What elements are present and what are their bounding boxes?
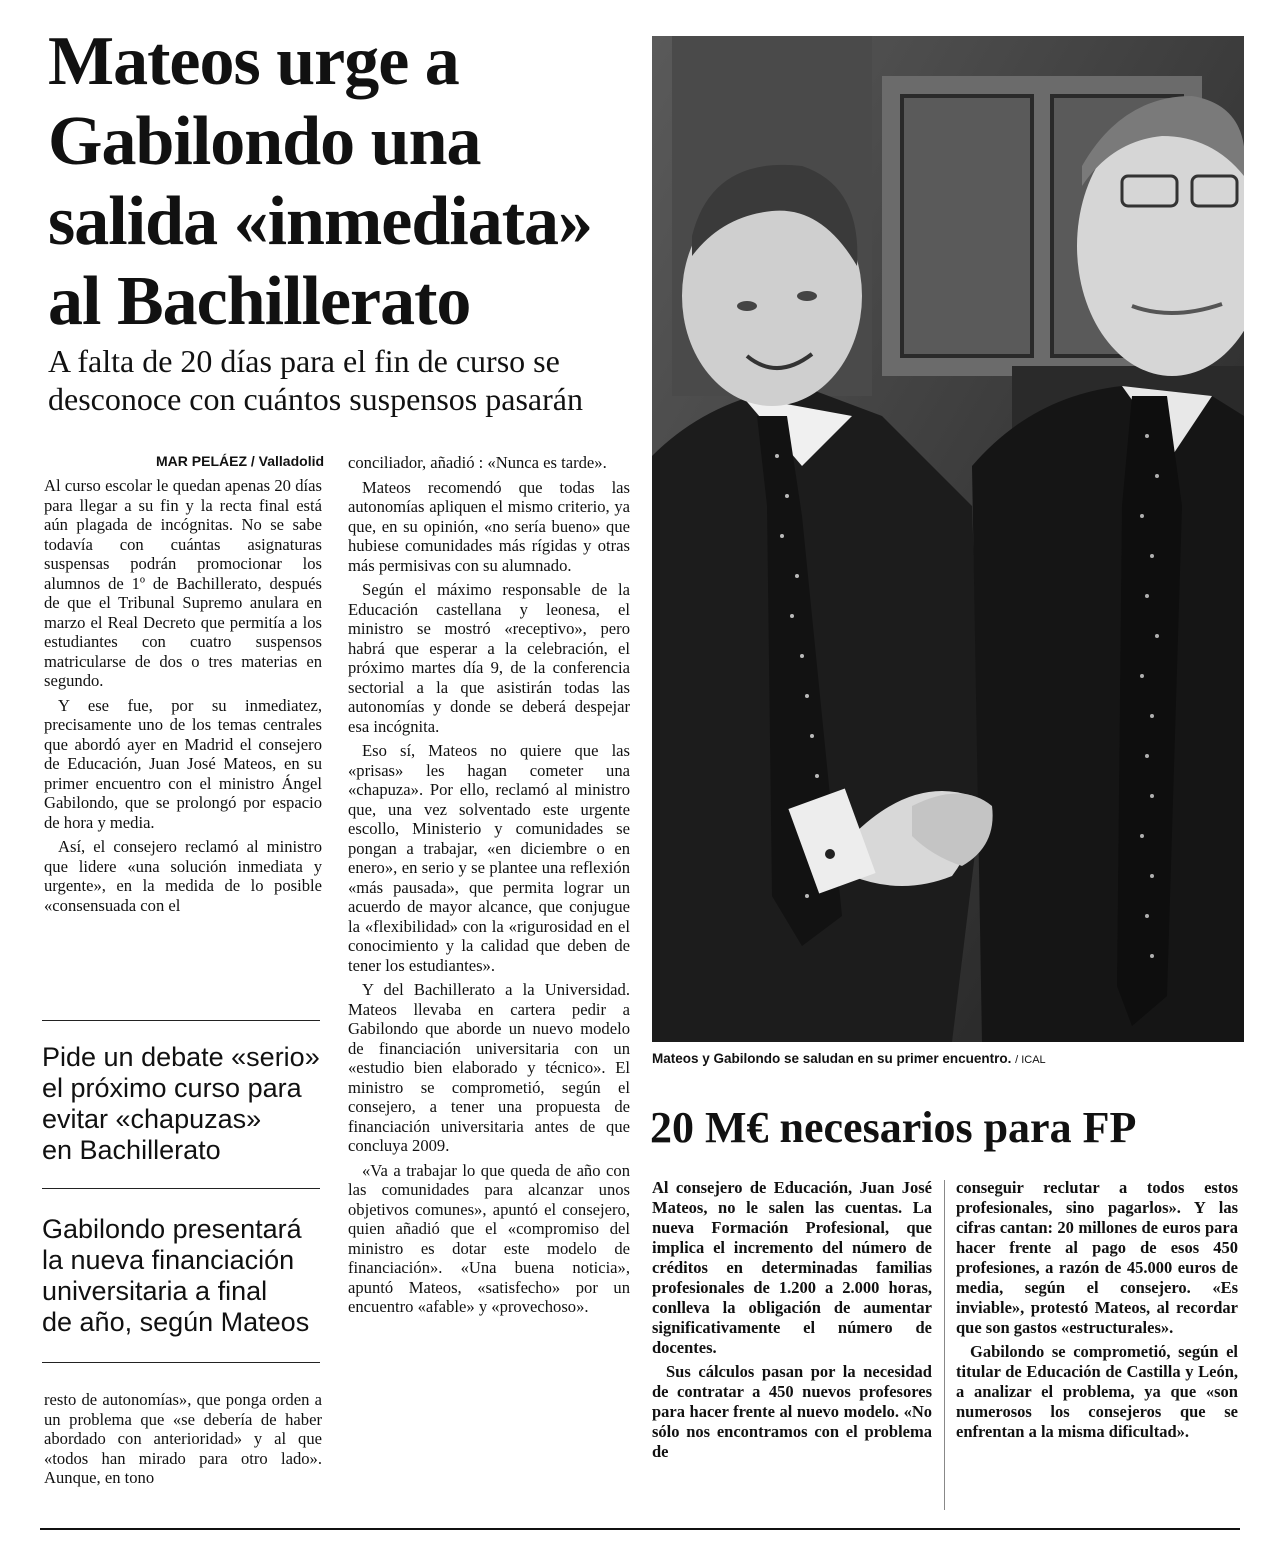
pullquote-2: [42, 1214, 332, 1338]
headline-line: salida «inmediata»: [48, 183, 593, 260]
headline: [48, 22, 648, 342]
paragraph: conciliador, añadió : «Nunca es tarde».: [348, 453, 607, 472]
article-column-1: [44, 476, 322, 920]
news-photo: [652, 36, 1244, 1042]
paragraph: Mateos recomendó que todas las autonomías apliquen el mismo criterio, ya que, en su opinión, «no sería bueno» que hubiese comunidades más rígidas y otras más permisivas con su alumnado.: [348, 477, 630, 575]
paragraph: Al curso escolar le quedan apenas 20 días para llegar a su fin y la recta final está aún plagada de incógnitas. No se sabe todavía con cuántas asignaturas suspensas podrán promocionar los alumnos de 1º de Bachillerato, después de que el Tribunal Supremo anulara en marzo el Real Decreto que permitía a los estudiantes con cuatro suspensos matricularse de dos o tres materias en segundo.: [44, 476, 322, 690]
pullquote-line: Pide un debate «serio»: [42, 1042, 320, 1072]
paragraph: «Va a trabajar lo que queda de año con las comunidades para alcanzar unos objetivos comunes», apuntó el consejero, quien añadió que el «compromiso del ministro es dotar este modelo de financiación». «Una buena noticia», apuntó Mateos, «satisfecho» por un encuentro «afable» y «provechoso».: [348, 1160, 630, 1316]
paragraph: Así, el consejero reclamó al ministro que lidere «una solución inmediata y urgente», en la medida de lo posible «consensuada con el: [44, 837, 322, 915]
caption-text: Mateos y Gabilondo se saludan en su primer encuentro.: [652, 1051, 1012, 1066]
pullquote-line: Gabilondo presentará: [42, 1214, 302, 1244]
headline-line: al Bachillerato: [48, 263, 471, 340]
photo-illustration: [652, 36, 1244, 1042]
paragraph: Al consejero de Educación, Juan José Mateos, no le salen las cuentas. La nueva Formación Profesional, que implica el incremento del número de créditos en determinadas familias profesionales de 1.200 a 2.000 horas, conlleva la obligación de aumentar significativamente el número de docentes.: [652, 1178, 932, 1357]
paragraph: Eso sí, Mateos no quiere que las «prisas» les hagan cometer una «chapuza». Por ello, reclamó al ministro que, una vez solventado este urgente escollo, Ministerio y comunidades se pongan a trabajar, «en diciembre o en enero», en serio y se plantee una reflexión «más pausada», que permita lograr un acuerdo de mayor alcance, que conjugue la «flexibilidad» con la «rigurosidad en el conocimiento y la calidad que deben de tener los estudiantes».: [348, 741, 630, 975]
column-divider: [944, 1180, 945, 1510]
paragraph: Sus cálculos pasan por la necesidad de contratar a 450 nuevos profesores para hacer frente al nuevo modelo. «No sólo nos encontramos con el problema de: [652, 1362, 932, 1461]
subheadline-line: desconoce con cuántos suspensos pasarán: [48, 381, 583, 417]
paragraph: Gabilondo se comprometió, según el titular de Educación de Castilla y León, a analizar el problema, ya que «son numerosos los consejeros que se enfrentan a la misma dificultad».: [956, 1342, 1238, 1441]
paragraph: Y ese fue, por su inmediatez, precisamente uno de los temas centrales que abordó ayer en Madrid el consejero de Educación, Juan José Mateos, en su primer encuentro con el ministro Ángel Gabilondo, que se prolongó por espacio de hora y media.: [44, 695, 322, 832]
sidebar-title: 20 M€ necesarios para FP: [650, 1103, 1137, 1152]
pullquote-1: [42, 1042, 332, 1166]
article-column-2: [348, 453, 630, 1322]
pullquote-line: de año, según Mateos: [42, 1307, 310, 1337]
divider: [42, 1188, 320, 1189]
paragraph: conseguir reclutar a todos estos profesionales, sino pagarlos». Y las cifras cantan: 20 millones de euros para hacer frente al pago de esos 450 profesiones, a razón de 45.000 euros de media, según el consejero. «Es inviable», protestó Mateos, al recordar que son gastos «estructurales».: [956, 1178, 1238, 1337]
photo-credit: / ICAL: [1015, 1054, 1046, 1066]
headline-line: Mateos urge a: [48, 23, 459, 100]
bottom-rule: [40, 1528, 1240, 1530]
pullquote-line: evitar «chapuzas»: [42, 1104, 262, 1134]
pullquote-line: la nueva financiación: [42, 1245, 295, 1275]
pullquote-line: universitaria a final: [42, 1276, 268, 1306]
divider: [42, 1362, 320, 1363]
byline: MAR PELÁEZ / Valladolid: [156, 453, 325, 469]
paragraph: Y del Bachillerato a la Universidad. Mateos llevaba en cartera pedir a Gabilondo que aborde un nuevo modelo de financiación universitaria con un «estudio bien elaborado y técnico». El ministro se comprometió, según el consejero, a tener una propuesta de financiación universitaria antes de que concluya 2009.: [348, 980, 630, 1155]
subheadline: [48, 342, 648, 418]
pullquote-line: el próximo curso para: [42, 1073, 302, 1103]
photo-caption: [652, 1051, 1046, 1066]
sidebar-column-2: [956, 1178, 1238, 1446]
subheadline-line: A falta de 20 días para el fin de curso se: [48, 343, 560, 379]
headline-line: Gabilondo una: [48, 103, 481, 180]
paragraph: Según el máximo responsable de la Educación castellana y leonesa, el ministro se mostró «receptivo», pero habrá que esperar a la celebración, el próximo martes día 9, de la conferencia sectorial a la que asistirán todas las autonomías y donde se deberá despejar esa incógnita.: [348, 580, 630, 736]
article-column-1-continued: [44, 1390, 322, 1493]
sidebar-column-1: [652, 1178, 932, 1466]
divider: [42, 1020, 320, 1021]
paragraph: resto de autonomías», que ponga orden a un problema que «se debería de haber abordado con anterioridad» y al que «todos han mirado para otro lado». Aunque, en tono: [44, 1390, 322, 1487]
pullquote-line: en Bachillerato: [42, 1135, 221, 1165]
